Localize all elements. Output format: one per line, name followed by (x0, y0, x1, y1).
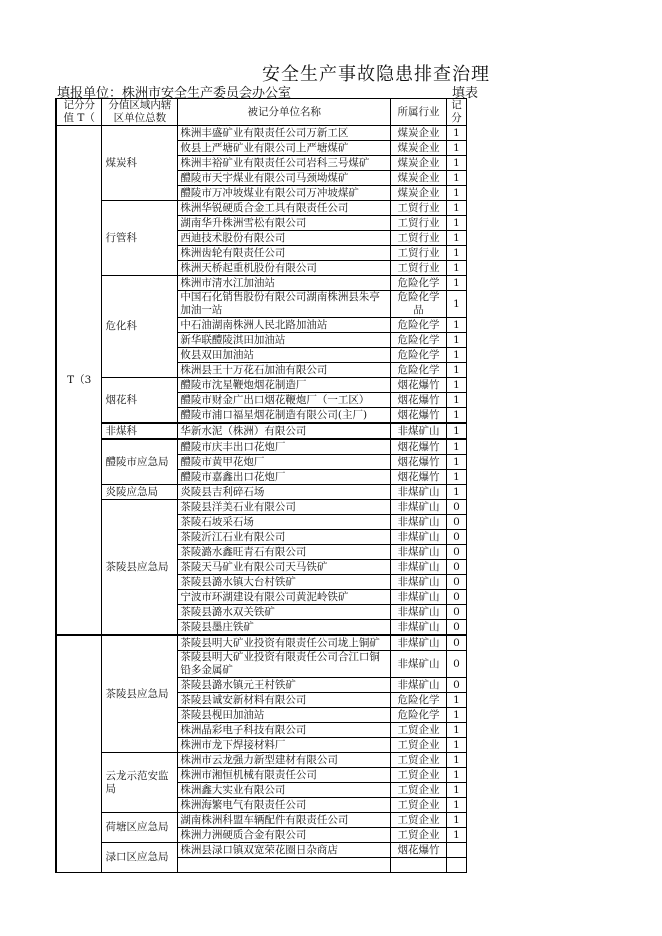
hazard-score-table (55, 98, 467, 873)
region-cell: 炎陵应急局 (102, 485, 178, 500)
industry-cell: 烟花爆竹 (391, 455, 447, 470)
unit-name-cell: 株洲市湘恒机械有限责任公司 (178, 768, 391, 783)
industry-cell: 危险化学 (391, 333, 447, 348)
score-cell: 1 (446, 738, 466, 753)
industry-cell: 工贸行业 (391, 231, 447, 246)
score-cell: 1 (446, 246, 466, 261)
score-cell: 1 (446, 261, 466, 276)
region-cell: 煤炭科 (102, 126, 178, 201)
unit-name-cell: 湖南华升株洲雪松有限公司 (178, 216, 391, 231)
score-cell: 1 (446, 186, 466, 201)
score-cell: 1 (446, 393, 466, 408)
industry-cell: 非煤矿山 (391, 620, 447, 636)
table-row (56, 378, 467, 393)
region-cell: 茶陵县应急局 (102, 500, 178, 636)
region-cell: 荷塘区应急局 (102, 813, 178, 843)
region-cell: 烟花科 (102, 378, 178, 424)
score-cell: 1 (446, 318, 466, 333)
score-cell: 1 (446, 408, 466, 424)
unit-name-cell: 醴陵市天宇煤业有限公司马颈坳煤矿 (178, 171, 391, 186)
unit-name-cell: 株洲市龙下焊接材料厂 (178, 738, 391, 753)
score-cell: 1 (446, 723, 466, 738)
header-score-value: 记分分值 T（ (56, 99, 102, 126)
report-title: 安全生产事故隐患排查治理 (262, 64, 490, 85)
score-cell: 1 (446, 783, 466, 798)
score-cell: 0 (446, 500, 466, 515)
unit-name-cell (178, 858, 391, 873)
score-cell: 0 (446, 635, 466, 651)
unit-name-cell: 茶陵沂江石业有限公司 (178, 530, 391, 545)
score-cell: 1 (446, 439, 466, 455)
score-cell: 1 (446, 423, 466, 439)
reporting-unit: 填报单位：株洲市安全生产委员会办公室 (57, 86, 292, 101)
unit-name-cell: 株洲海繁电气有限责任公司 (178, 798, 391, 813)
unit-name-cell: 醴陵市财金广出口烟花鞭炮厂（一工区） (178, 393, 391, 408)
unit-name-cell: 攸县双田加油站 (178, 348, 391, 363)
industry-cell: 危险化学 (391, 693, 447, 708)
industry-cell: 工贸企业 (391, 828, 447, 843)
region-cell: 茶陵县应急局 (102, 635, 178, 753)
header-region: 分值区域内辖区单位总数 (102, 99, 178, 126)
industry-cell: 非煤矿山 (391, 530, 447, 545)
unit-name-cell: 茶陵潞水鑫旺青石有限公司 (178, 545, 391, 560)
unit-name-cell: 茶陵县明大矿业投资有限责任公司垅上铜矿 (178, 635, 391, 651)
fill-date-label: 填表 (452, 86, 479, 101)
score-cell: 1 (446, 753, 466, 768)
industry-cell: 工贸企业 (391, 723, 447, 738)
industry-cell: 非煤矿山 (391, 485, 447, 500)
table-row (56, 500, 467, 515)
table-row (56, 635, 467, 651)
score-cell: 1 (446, 126, 466, 141)
unit-name-cell: 株洲晶彩电子科技有限公司 (178, 723, 391, 738)
score-cell: 1 (446, 348, 466, 363)
industry-cell: 工贸行业 (391, 246, 447, 261)
region-cell: 云龙示范安监局 (102, 753, 178, 813)
industry-cell: 危险化学 (391, 318, 447, 333)
header-row (56, 99, 467, 126)
unit-name-cell: 醴陵市庆丰出口花炮厂 (178, 439, 391, 455)
industry-cell: 工贸行业 (391, 201, 447, 216)
industry-cell: 烟花爆竹 (391, 843, 447, 858)
industry-cell: 非煤矿山 (391, 590, 447, 605)
industry-cell: 非煤矿山 (391, 651, 447, 678)
industry-cell: 危险化学 (391, 708, 447, 723)
unit-name-cell: 株洲市云龙强力新型建材有限公司 (178, 753, 391, 768)
industry-cell: 非煤矿山 (391, 500, 447, 515)
industry-cell: 工贸企业 (391, 738, 447, 753)
unit-name-cell: 西迪技术股份有限公司 (178, 231, 391, 246)
industry-cell: 非煤矿山 (391, 423, 447, 439)
region-cell: 行管科 (102, 201, 178, 276)
unit-name-cell: 株洲鑫大实业有限公司 (178, 783, 391, 798)
unit-name-cell: 宁波市环湖建设有限公司黄泥岭铁矿 (178, 590, 391, 605)
score-cell: 0 (446, 590, 466, 605)
industry-cell: 工贸企业 (391, 768, 447, 783)
score-cell: 0 (446, 560, 466, 575)
region-cell: 醴陵市应急局 (102, 439, 178, 485)
score-cell: 0 (446, 651, 466, 678)
unit-name-cell: 醴陵市浦口福星烟花制造有限公司(主厂) (178, 408, 391, 424)
score-cell: 0 (446, 605, 466, 620)
unit-name-cell: 新华联醴陵淇田加油站 (178, 333, 391, 348)
unit-name-cell: 醴陵市沈星鞭炮烟花制造厂 (178, 378, 391, 393)
industry-cell: 煤炭企业 (391, 126, 447, 141)
industry-cell: 工贸企业 (391, 783, 447, 798)
score-cell: 1 (446, 141, 466, 156)
score-cell: 1 (446, 201, 466, 216)
table-row (56, 813, 467, 828)
industry-cell: 烟花爆竹 (391, 408, 447, 424)
unit-name-cell: 茶陵县潞水镇大台村铁矿 (178, 575, 391, 590)
header-industry: 所属行业 (391, 99, 447, 126)
industry-cell: 非煤矿山 (391, 575, 447, 590)
score-cell: 1 (446, 156, 466, 171)
unit-name-cell: 茶陵县潞水镇元王村铁矿 (178, 678, 391, 693)
industry-cell: 危险化学 (391, 276, 447, 291)
score-cell (446, 843, 466, 858)
score-cell: 1 (446, 216, 466, 231)
score-cell (446, 858, 466, 873)
score-cell: 0 (446, 545, 466, 560)
score-cell: 1 (446, 333, 466, 348)
score-cell: 0 (446, 620, 466, 636)
industry-cell (391, 858, 447, 873)
table-row (56, 485, 467, 500)
header-unit-name: 被记分单位名称 (178, 99, 391, 126)
score-cell: 1 (446, 171, 466, 186)
unit-name-cell: 茶陵县潞水双关铁矿 (178, 605, 391, 620)
region-cell: 危化科 (102, 276, 178, 378)
score-cell: 1 (446, 455, 466, 470)
unit-name-cell: 株洲天桥起重机股份有限公司 (178, 261, 391, 276)
score-cell: 1 (446, 231, 466, 246)
unit-name-cell: 株洲丰裕矿业有限责任公司岩科三号煤矿 (178, 156, 391, 171)
industry-cell: 煤炭企业 (391, 171, 447, 186)
table-row (56, 753, 467, 768)
industry-cell: 危险化学 (391, 348, 447, 363)
unit-name-cell: 茶陵县枧田加油站 (178, 708, 391, 723)
industry-cell: 烟花爆竹 (391, 393, 447, 408)
score-cell: 0 (446, 515, 466, 530)
unit-name-cell: 中国石化销售股份有限公司湖南株洲县朱亭加油一站 (178, 291, 391, 318)
industry-cell: 工贸企业 (391, 753, 447, 768)
sheet-area (55, 98, 467, 870)
unit-name-cell: 茶陵石坡采石场 (178, 515, 391, 530)
region-cell: 非煤科 (102, 423, 178, 439)
unit-name-cell: 醴陵市黄甲花炮厂 (178, 455, 391, 470)
table-row (56, 201, 467, 216)
unit-name-cell: 醴陵市嘉鑫出口花炮厂 (178, 470, 391, 485)
unit-name-cell: 株洲力洲硬质合金有限公司 (178, 828, 391, 843)
unit-name-cell: 茶陵天马矿业有限公司天马铁矿 (178, 560, 391, 575)
unit-name-cell: 华新水泥（株洲）有限公司 (178, 423, 391, 439)
score-cell: 1 (446, 828, 466, 843)
industry-cell: 工贸行业 (391, 261, 447, 276)
industry-cell: 烟花爆竹 (391, 470, 447, 485)
score-cell: 1 (446, 708, 466, 723)
score-cell: 1 (446, 693, 466, 708)
industry-cell: 工贸企业 (391, 798, 447, 813)
table-row (56, 439, 467, 455)
unit-name-cell: 茶陵县明大矿业投资有限责任公司合江口铜铅多金属矿 (178, 651, 391, 678)
region-cell: 渌口区应急局 (102, 843, 178, 873)
industry-cell: 煤炭企业 (391, 141, 447, 156)
unit-name-cell: 醴陵市万冲坡煤业有限公司万冲坡煤矿 (178, 186, 391, 201)
unit-name-cell: 茶陵县墨庄铁矿 (178, 620, 391, 636)
score-cell: 0 (446, 575, 466, 590)
table-row (56, 126, 467, 141)
industry-cell: 工贸企业 (391, 813, 447, 828)
unit-name-cell: 株洲齿轮有限责任公司 (178, 246, 391, 261)
industry-cell: 煤炭企业 (391, 186, 447, 201)
unit-name-cell: 茶陵县诚安新材料有限公司 (178, 693, 391, 708)
table-row (56, 843, 467, 858)
table-row (56, 423, 467, 439)
industry-cell: 危险化学 (391, 363, 447, 378)
industry-cell: 非煤矿山 (391, 515, 447, 530)
score-value-cell: T（3 (56, 126, 102, 636)
unit-name-cell: 株洲华锐硬质合金工具有限责任公司 (178, 201, 391, 216)
unit-name-cell: 株洲丰盛矿业有限责任公司万新工区 (178, 126, 391, 141)
unit-name-cell: 炎陵县吉利碎石场 (178, 485, 391, 500)
unit-name-cell: 茶陵县洋美石业有限公司 (178, 500, 391, 515)
score-cell: 1 (446, 378, 466, 393)
score-cell: 0 (446, 678, 466, 693)
industry-cell: 非煤矿山 (391, 605, 447, 620)
score-cell: 1 (446, 276, 466, 291)
score-cell: 1 (446, 813, 466, 828)
score-cell: 1 (446, 470, 466, 485)
unit-name-cell: 中石油湖南株洲人民北路加油站 (178, 318, 391, 333)
industry-cell: 烟花爆竹 (391, 439, 447, 455)
unit-name-cell: 株洲县渌口镇双宽荣花圈日杂商店 (178, 843, 391, 858)
industry-cell: 非煤矿山 (391, 560, 447, 575)
score-cell: 0 (446, 530, 466, 545)
industry-cell: 非煤矿山 (391, 635, 447, 651)
industry-cell: 危险化学品 (391, 291, 447, 318)
industry-cell: 煤炭企业 (391, 156, 447, 171)
score-cell: 1 (446, 798, 466, 813)
industry-cell: 工贸行业 (391, 216, 447, 231)
unit-name-cell: 株洲县王十万花石加油有限公司 (178, 363, 391, 378)
industry-cell: 烟花爆竹 (391, 378, 447, 393)
unit-name-cell: 株洲市清水江加油站 (178, 276, 391, 291)
score-cell: 1 (446, 291, 466, 318)
score-value-cell (56, 635, 102, 873)
score-cell: 1 (446, 485, 466, 500)
unit-name-cell: 攸县上严塘矿业有限公司上严塘煤矿 (178, 141, 391, 156)
header-score: 记分 (446, 99, 466, 126)
score-cell: 1 (446, 363, 466, 378)
industry-cell: 非煤矿山 (391, 678, 447, 693)
score-cell: 1 (446, 768, 466, 783)
table-row (56, 276, 467, 291)
industry-cell: 非煤矿山 (391, 545, 447, 560)
unit-name-cell: 湖南株洲科盟车辆配件有限责任公司 (178, 813, 391, 828)
